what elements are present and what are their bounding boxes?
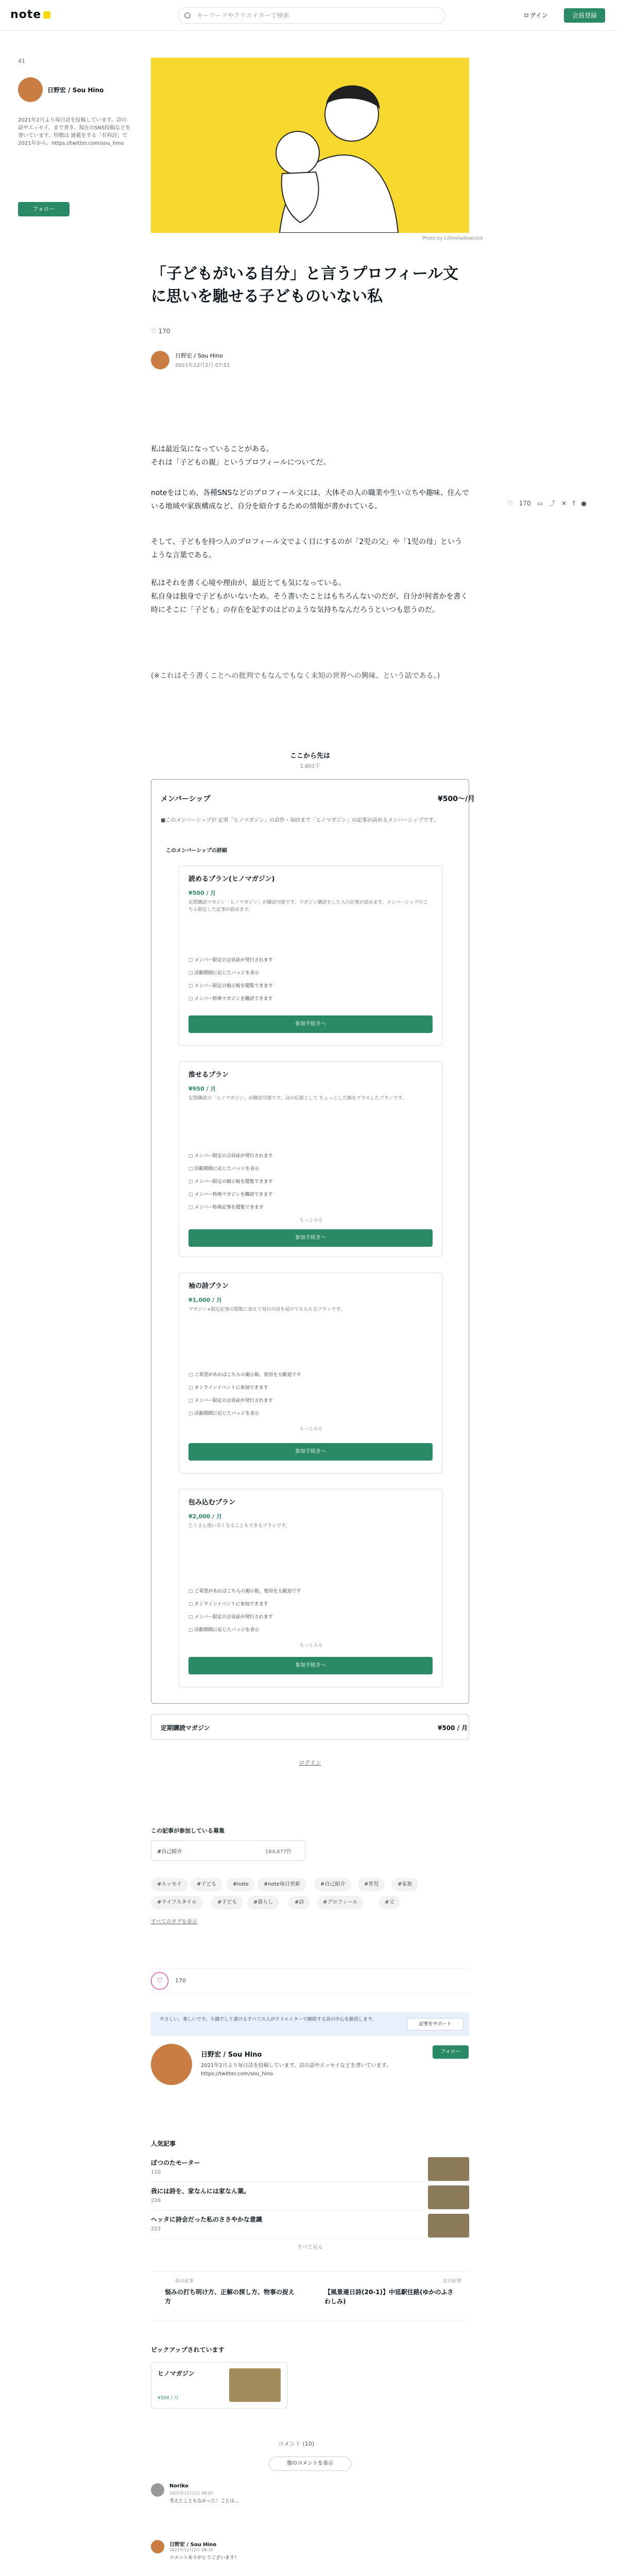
heart-icon[interactable]: ♡ [507,500,513,507]
tag-chip[interactable]: #家族 [391,1878,418,1891]
show-all-comments-button[interactable]: 他のコメントを表示 [269,2456,351,2471]
contest-name: #自己紹介 [157,1849,182,1855]
plan-title: 包み込むプラン [188,1499,236,1506]
author-name[interactable]: 日野宏 / Sou Hino [47,87,104,94]
comment-text: 考えたこともなかった！ことは… [169,2499,239,2504]
plan-feature: ▢ メンバー限定の会員証が発行されます [188,1152,431,1159]
picked-thumbnail [229,2368,281,2402]
plan-feature: ▢ メンバー特典記事を閲覧できます [188,1204,431,1210]
like-button[interactable] [151,1972,168,1990]
popular-label: 人気記事 [151,2140,176,2147]
heart-icon: ♡ [156,1977,163,1985]
plan-feature: ▢ オンラインイベントに参加できます [188,1384,431,1391]
popular-thumbnail [428,2185,469,2209]
plan-feature: ▢ メンバー限定の会員証が発行されます [188,956,431,963]
picked-label: ピックアップされています [151,2346,225,2353]
plan-feature: ▢ メンバー限定の掲示板を閲覧できます [188,982,431,989]
tag-chip[interactable]: #エッセイ [151,1878,188,1891]
tag-chip[interactable]: #子ども [211,1896,243,1909]
commenter-avatar[interactable] [151,2483,164,2497]
plan-feature: ▢ オンラインイベントに参加できます [188,1600,431,1607]
plan-card [179,1489,442,1687]
bio-follow-button[interactable]: フォロー [433,2045,469,2059]
article-paragraph: そして、子どもを持つ人のプロフィール文でよく目にするのが「2児の父」や「1児の母」というような言葉である。 [151,538,462,560]
plan-desc: マガジン+限定記事の閲覧に加えて毎日の詩を届けてもらえるプランです。 [188,1307,345,1312]
author-bio: 2021年2月より毎日詩を投稿しています。詩の話やエッセイ、まで書き、現在のSNS投稿などを書いています。特徴は 連載をする「有料詩」で2021年から。https://twitter.com/sou_hino [18,117,131,146]
plan-price: ¥500 / 月 [188,890,216,896]
popular-title: ぼつのたモーター [151,2159,200,2166]
share-rail [507,499,610,511]
picked-price: ¥500 / 月 [158,2396,179,2401]
tag-chip[interactable]: #note [227,1878,255,1891]
plan-title: 袖の詩プラン [188,1282,229,1290]
magazine-count: 41 [18,58,25,64]
tag-chip[interactable]: #note毎日更新 [258,1878,306,1891]
article-title: 「子どもがいる自分」と言うプロフィール文に思いを馳せる子どものいない私 [151,265,458,306]
hero-illustration [151,58,469,233]
tag-chip[interactable]: #プロフィール [317,1896,364,1909]
tag-chip[interactable]: #育児 [358,1878,385,1891]
prev-label: 前の記事 [175,2279,194,2284]
plan-desc: 定期購読の「ヒノマガジン」が購読可能です。詩の応援として ちょっとした額をプラスしたプランです。 [188,1096,407,1101]
author-row-name[interactable]: 日野宏 / Sou Hino [175,352,223,359]
show-more-link[interactable]: もっとみる [299,1643,323,1648]
tag-chip[interactable]: #暮らし [247,1896,279,1909]
join-button[interactable]: 参加手続きへ [188,1657,433,1674]
membership-price: ¥500〜/月 [438,795,475,803]
share-like-count: 170 [519,500,531,507]
plan-price: ¥1,000 / 月 [188,1297,222,1303]
plan-feature: ▢ 活動期間に応じたバッジを表示 [188,1410,431,1416]
popular-likes: 223 [151,2226,161,2232]
logo-text: note [10,8,42,21]
x-icon[interactable]: ✕ [561,500,567,507]
plan-feature: ▢ ご希望があればこちらの掲示板、使用を大歓迎です [188,1371,431,1378]
support-button[interactable]: 記事をサポート [407,2018,464,2030]
tag-chip[interactable]: #自己紹介 [314,1878,351,1891]
subscription-price: ¥500 / 月 [438,1724,468,1732]
plan-title: 推せるプラン [188,1071,229,1079]
bio-name[interactable]: 日野宏 / Sou Hino [201,2051,262,2059]
plan-desc: たくさん使い尽くなることもできるプランです。 [188,1523,290,1529]
popular-thumbnail [428,2214,469,2238]
popular-item[interactable] [151,2184,469,2210]
plan-price: ¥2,000 / 月 [188,1513,222,1520]
share-icon[interactable]: ⤴ [549,500,556,507]
like-count: 170 [158,328,170,335]
tag-chip[interactable]: #子ども [191,1878,222,1891]
prev-article-link[interactable]: 悩みの打ち明け方、正解の探し方、物事の捉え方 [165,2289,295,2305]
signup-button[interactable]: 会員登録 [564,8,605,23]
bio-text: 2021年2月より毎日詩を投稿しています。詩の話やエッセイなどを書いています。https://twitter.com/sou_hino [201,2063,391,2077]
plan-feature: ▢ メンバー特典マガジンを購読できます [188,1191,431,1197]
plan-card [179,1061,442,1257]
article-paragraph: 私は最近気になっていることがある。 それは「子どもの親」というプロフィールについてだ。 [151,445,331,467]
plan-feature: ▢ 活動期間に応じたバッジを表示 [188,1626,431,1633]
article-paragraph: noteをはじめ、各種SNSなどのプロフィール文には、大体その人の職業や生い立ちや趣味、住んでいる地域や家族構成など、自分を紹介するための情報が書かれている。 [151,489,469,511]
popular-likes: 226 [151,2198,161,2204]
comment-icon[interactable]: ▭ [537,500,543,507]
search-input[interactable] [178,7,445,24]
login-button[interactable]: ログイン [523,12,548,19]
comment-date: 2021年12月2日 08:07 [169,2491,214,2496]
tag-chip[interactable]: #ライフスタイル [151,1896,203,1909]
plan-feature: ▢ メンバー限定の掲示板を閲覧できます [188,1178,431,1184]
comment-count: コメント (10) [278,2441,315,2447]
heart-icon: ♡ [151,328,159,335]
bio-avatar[interactable] [151,2044,192,2085]
publish-date: 2021年12月2日 07:51 [175,363,230,368]
article-likes[interactable] [151,328,170,335]
see-all-link[interactable]: すべて見る [297,2245,323,2250]
note-logo[interactable] [10,8,50,21]
facebook-icon[interactable]: f [573,500,575,507]
plan-feature: ▢ メンバー限定の会員証が発行されます [188,1397,431,1403]
site-header [0,0,618,31]
plan-card [179,1273,442,1473]
action-bar [151,1968,469,1994]
commenter-name[interactable]: Noriko [169,2483,188,2489]
plan-card [179,866,442,1046]
commenter-name[interactable]: 日野宏 / Sou Hino [169,2542,217,2548]
plan-feature: ▢ 活動期間に応じたバッジを表示 [188,1165,431,1172]
next-label: 次の記事 [443,2279,462,2284]
author-avatar-small[interactable] [151,351,169,369]
author-avatar[interactable] [18,77,43,102]
membership-title: メンバーシップ [161,795,211,803]
all-tags-link[interactable]: すべてのタグを表示 [151,1919,197,1925]
next-article-link[interactable]: 【風景連日詩(20-1)】中延駅往路(ゆかのふさわしみ) [324,2289,454,2305]
article-paragraph: 私はそれを書く心境や理由が、最近とても気になっている。 私自身は独身で子どもがいないため、そう書いたことはもちろんないのだが、自分が何者かを書く時にそこに「子ども」の存在を記すのはどのような気持ちなんだろうといつも思うのだ。 [151,579,468,614]
popular-title: 我には詩を、家なんには家なん葉。 [151,2188,250,2195]
plan-feature: ▢ メンバー特典マガジンを購読できます [188,995,431,1002]
hero-image [151,58,469,233]
comment-date: 2021年12月2日 08:32 [169,2548,214,2552]
popular-thumbnail [428,2157,469,2181]
article-paragraph: (※これはそう書くことへの批判でもなんでもなく未知の世界への興味、という話である。) [151,672,440,680]
plans-label: このメンバーシップの詳細 [166,848,227,854]
comment-text: コメントありがとうございます！ [169,2555,239,2561]
commenter-avatar[interactable] [151,2540,164,2553]
join-button[interactable]: 参加手続きへ [188,1015,433,1033]
line-icon[interactable]: ● [581,500,587,507]
picked-title: ヒノマガジン [158,2370,195,2377]
search-placeholder: キーワードやクリエイターで検索 [197,12,289,19]
show-more-link[interactable]: もっとみる [299,1218,323,1223]
plan-feature: ▢ 活動期間に応じたバッジを表示 [188,969,431,976]
popular-item[interactable] [151,2156,469,2182]
paywall-label: ここから先は [289,752,330,760]
show-more-link[interactable]: もっとみる [299,1427,323,1432]
like-count: 170 [175,1977,186,1984]
tag-chip[interactable]: #父 [379,1896,400,1909]
membership-desc: ■このメンバーシップが 記事「ヒノマガジン」の詩作・毎回まで「ヒノマガジン」の記事が読めるメンバーシップです。 [161,818,439,823]
subscription-title: 定期購読マガジン [161,1724,210,1732]
paywall-char-count: 1,601字 [300,764,320,769]
contest-count: 164,677件 [265,1849,292,1855]
search-icon [184,12,191,19]
tag-chip[interactable]: #詩 [288,1896,310,1909]
follow-button[interactable]: フォロー [18,202,70,216]
plan-feature: ▢ メンバー限定の会員証が発行されます [188,1613,431,1620]
logo-mark-icon [43,11,50,19]
popular-likes: 110 [151,2170,161,2175]
plan-feature: ▢ ご希望があればこちらの掲示板、使用を大歓迎です [188,1587,431,1594]
support-text: やさしい、楽しいです。小銭でして書けるすべての人がクリエイターで継続する詩の中心を創造します。 [160,2017,377,2022]
plan-price: ¥950 / 月 [188,1086,216,1092]
popular-title: ヘッタに詩会だった私のささやかな意識 [151,2216,263,2223]
join-button[interactable]: 参加手続きへ [188,1443,433,1461]
plan-title: 読めるプラン(ヒノマガジン) [188,875,275,883]
join-button[interactable]: 参加手続きへ [188,1229,433,1247]
plan-desc: 定期購読マガジン「ヒノマガジン」が購読可能です。マガジン購読をした人の記事が読めます。メンバーシップのこちら限定した記事が読めます。 [188,900,428,913]
hero-caption: Photo by Lillieshadowcock [422,236,484,241]
popular-item[interactable] [151,2213,469,2239]
login-link[interactable]: ログイン [299,1759,321,1766]
contest-label: この記事が参加している募集 [151,1827,225,1834]
